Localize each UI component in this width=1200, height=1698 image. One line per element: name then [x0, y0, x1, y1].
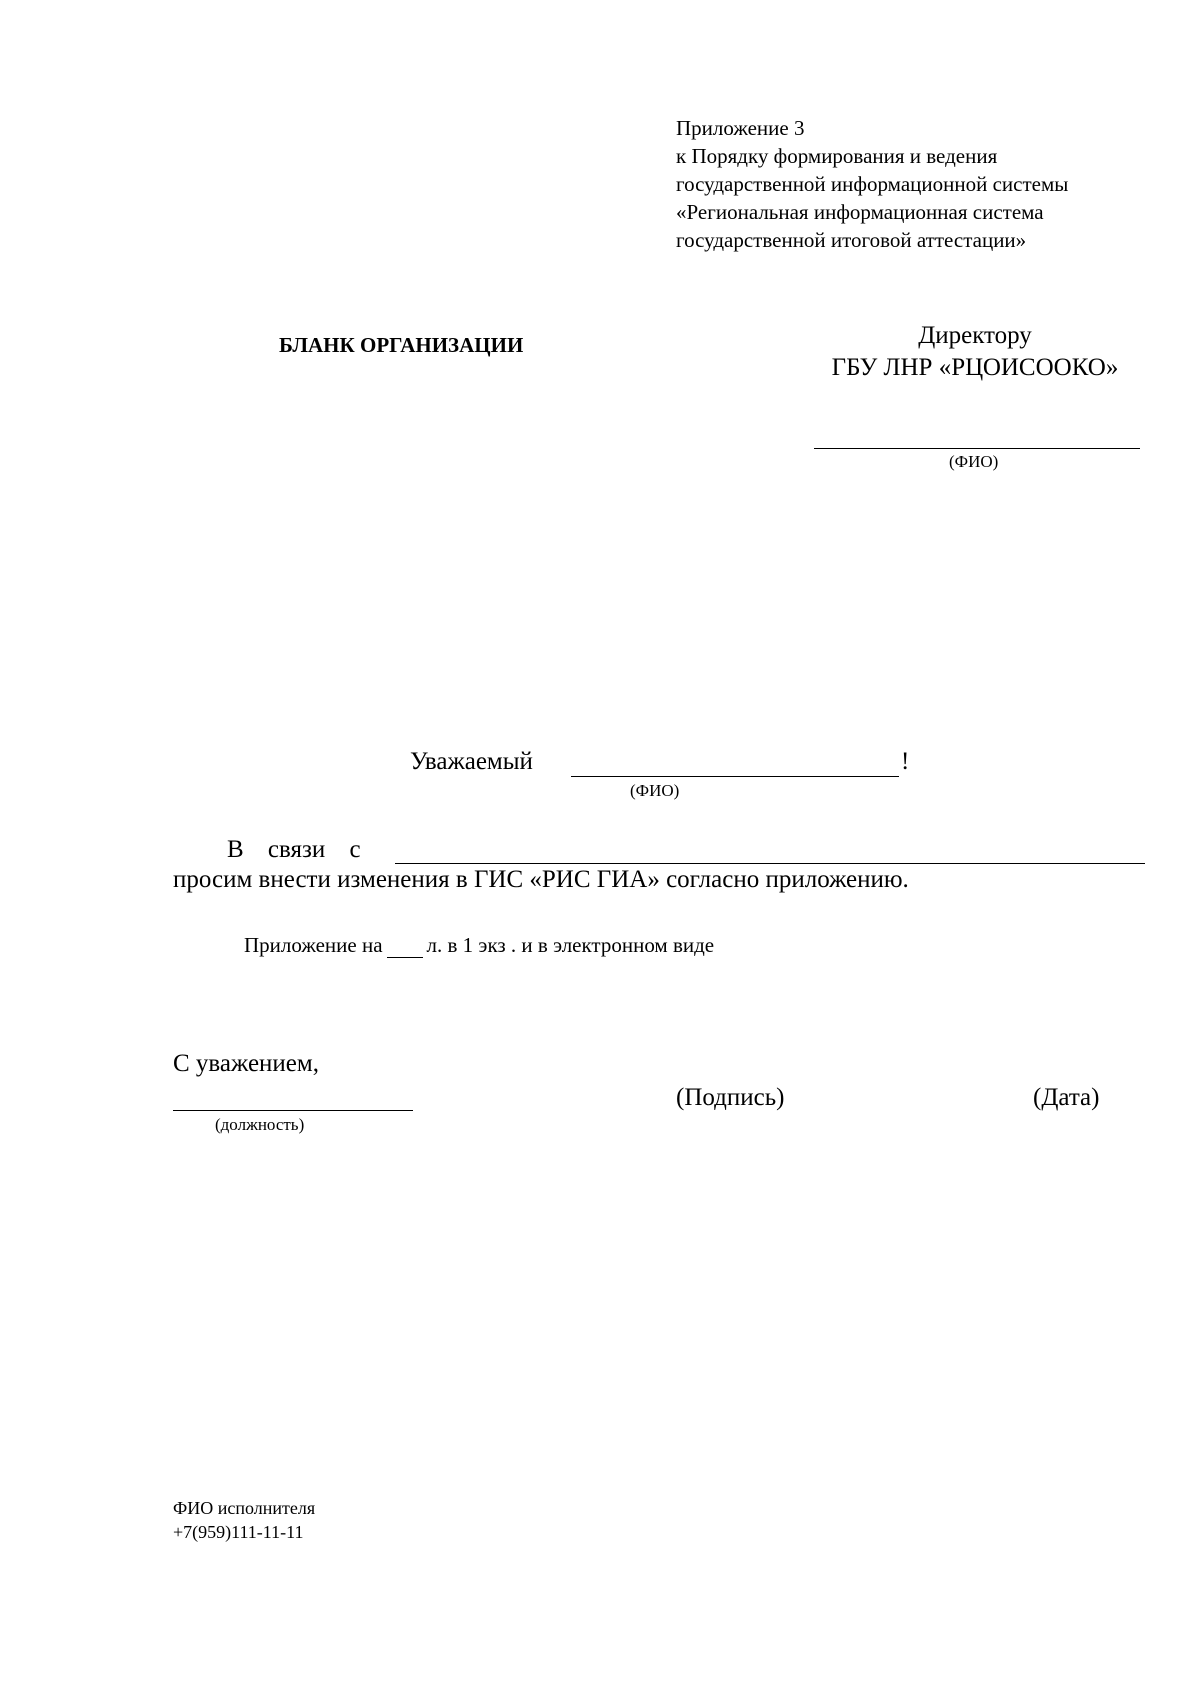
- appendix-line: к Порядку формирования и ведения: [676, 144, 998, 168]
- appendix-line: государственной итоговой аттестации»: [676, 228, 1027, 252]
- salutation-fio-caption: (ФИО): [630, 781, 680, 800]
- request-text: просим внести изменения в ГИС «РИС ГИА» согласно приложению.: [173, 866, 909, 893]
- date-label: (Дата): [1033, 1084, 1100, 1111]
- organization-letterhead-label: БЛАНК ОРГАНИЗАЦИИ: [279, 333, 524, 357]
- appendix-note-before: Приложение на: [244, 933, 383, 957]
- appendix-header: [676, 114, 1068, 254]
- salutation-exclamation: !: [901, 748, 910, 775]
- appendix-note-after: л. в 1 экз . и в электронном виде: [426, 933, 715, 957]
- addressee-position: Директору: [918, 322, 1032, 349]
- appendix-line: государственной информационной системы: [676, 172, 1069, 196]
- addressee-block: [810, 320, 1140, 384]
- position-caption: (должность): [215, 1115, 305, 1134]
- salutation-text: Уважаемый: [410, 748, 533, 775]
- appendix-note: [244, 933, 714, 958]
- executor-block: [173, 1496, 315, 1544]
- addressee-fio-line: [814, 448, 1140, 449]
- appendix-line: «Региональная информационная система: [676, 200, 1044, 224]
- appendix-line: Приложение 3: [676, 116, 805, 140]
- executor-name-label: ФИО исполнителя: [173, 1498, 316, 1518]
- reason-line: [395, 863, 1145, 864]
- executor-phone: +7(959)111-11-11: [173, 1522, 304, 1542]
- reason-prefix: В связи с: [227, 836, 361, 863]
- addressee-organization: ГБУ ЛНР «РЦОИСООКО»: [831, 354, 1119, 381]
- closing-regards: С уважением,: [173, 1050, 319, 1077]
- position-line: [173, 1110, 413, 1111]
- page-count-blank: [387, 939, 423, 958]
- salutation-fio-line: [571, 776, 899, 777]
- signature-label: (Подпись): [676, 1084, 785, 1111]
- addressee-fio-caption: (ФИО): [949, 452, 999, 471]
